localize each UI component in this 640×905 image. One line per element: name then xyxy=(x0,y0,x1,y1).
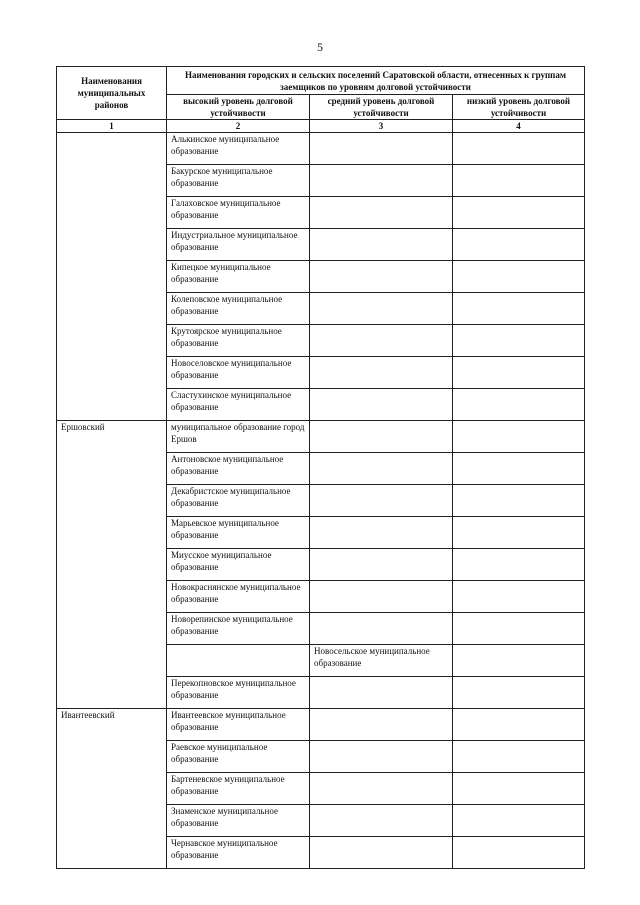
settlement-low-cell xyxy=(453,805,585,837)
settlement-low-cell xyxy=(453,421,585,453)
settlement-high-cell: Крутоярское муниципальное образование xyxy=(167,325,310,357)
settlement-low-cell xyxy=(453,261,585,293)
settlement-mid-cell xyxy=(310,517,453,549)
settlement-low-cell xyxy=(453,453,585,485)
settlement-mid-cell xyxy=(310,197,453,229)
settlement-low-cell xyxy=(453,677,585,709)
settlement-mid-cell xyxy=(310,357,453,389)
settlement-high-cell: Миусское муниципальное образование xyxy=(167,549,310,581)
district-name: Ивантеевский xyxy=(57,709,167,869)
settlement-high-cell: Бартеневское муниципальное образование xyxy=(167,773,310,805)
settlement-low-cell xyxy=(453,229,585,261)
settlement-high-cell: муниципальное образование город Ершов xyxy=(167,421,310,453)
settlement-high-cell: Индустриальное муниципальное образование xyxy=(167,229,310,261)
table-row xyxy=(57,421,585,453)
settlement-mid-cell xyxy=(310,261,453,293)
settlement-mid-cell xyxy=(310,581,453,613)
settlement-mid-cell xyxy=(310,453,453,485)
settlement-high-cell: Декабристское муниципальное образование xyxy=(167,485,310,517)
settlement-low-cell xyxy=(453,709,585,741)
settlement-high-cell: Знаменское муниципальное образование xyxy=(167,805,310,837)
settlement-high-cell: Новокраснянское муниципальное образование xyxy=(167,581,310,613)
settlement-mid-cell xyxy=(310,133,453,165)
settlement-low-cell xyxy=(453,197,585,229)
settlement-high-cell: Галаховское муниципальное образование xyxy=(167,197,310,229)
settlement-low-cell xyxy=(453,773,585,805)
settlement-high-cell: Сластухинское муниципальное образование xyxy=(167,389,310,421)
settlement-high-cell xyxy=(167,645,310,677)
settlement-high-cell: Марьевское муниципальное образование xyxy=(167,517,310,549)
settlement-high-cell: Ивантеевское муниципальное образование xyxy=(167,709,310,741)
header-low-level: низкий уровень долговой устойчивости xyxy=(453,95,585,120)
settlement-high-cell: Кипецкое муниципальное образование xyxy=(167,261,310,293)
settlement-low-cell xyxy=(453,165,585,197)
settlement-mid-cell: Новосельское муниципальное образование xyxy=(310,645,453,677)
settlement-high-cell: Колеповское муниципальное образование xyxy=(167,293,310,325)
settlement-low-cell xyxy=(453,293,585,325)
settlement-low-cell xyxy=(453,325,585,357)
settlement-mid-cell xyxy=(310,709,453,741)
settlement-high-cell: Алькинское муниципальное образование xyxy=(167,133,310,165)
settlement-low-cell xyxy=(453,741,585,773)
district-name: Ершовский xyxy=(57,421,167,709)
header-high-level: высокий уровень долговой устойчивости xyxy=(167,95,310,120)
column-number: 1 xyxy=(57,120,167,133)
settlement-mid-cell xyxy=(310,773,453,805)
header-mid-level: средний уровень долговой устойчивости xyxy=(310,95,453,120)
settlement-mid-cell xyxy=(310,613,453,645)
settlement-low-cell xyxy=(453,133,585,165)
column-number: 2 xyxy=(167,120,310,133)
settlement-mid-cell xyxy=(310,389,453,421)
settlement-mid-cell xyxy=(310,325,453,357)
settlement-mid-cell xyxy=(310,165,453,197)
settlement-low-cell xyxy=(453,357,585,389)
settlement-mid-cell xyxy=(310,485,453,517)
table-row xyxy=(57,709,585,741)
settlement-low-cell xyxy=(453,485,585,517)
settlement-high-cell: Новорепинское муниципальное образование xyxy=(167,613,310,645)
table-row xyxy=(57,133,585,165)
column-number: 3 xyxy=(310,120,453,133)
debt-sustainability-table xyxy=(56,66,585,869)
settlement-low-cell xyxy=(453,517,585,549)
header-settlements: Наименования городских и сельских поселений Саратовской области, отнесенных к группам заемщиков по уровням долговой устойчивости xyxy=(167,67,585,95)
settlement-low-cell xyxy=(453,837,585,869)
settlement-high-cell: Новоселовское муниципальное образование xyxy=(167,357,310,389)
settlement-high-cell: Бакурское муниципальное образование xyxy=(167,165,310,197)
settlement-mid-cell xyxy=(310,741,453,773)
settlement-mid-cell xyxy=(310,549,453,581)
settlement-high-cell: Антоновское муниципальное образование xyxy=(167,453,310,485)
settlement-low-cell xyxy=(453,581,585,613)
settlement-high-cell: Раевское муниципальное образование xyxy=(167,741,310,773)
settlement-high-cell: Перекопновское муниципальное образование xyxy=(167,677,310,709)
settlement-mid-cell xyxy=(310,421,453,453)
settlement-high-cell: Чернавское муниципальное образование xyxy=(167,837,310,869)
settlement-low-cell xyxy=(453,645,585,677)
header-districts: Наименования муниципальных районов xyxy=(57,67,167,120)
settlement-low-cell xyxy=(453,389,585,421)
settlement-mid-cell xyxy=(310,229,453,261)
settlement-mid-cell xyxy=(310,293,453,325)
settlement-mid-cell xyxy=(310,677,453,709)
settlement-low-cell xyxy=(453,549,585,581)
page-number: 5 xyxy=(317,40,323,54)
column-number: 4 xyxy=(453,120,585,133)
district-name xyxy=(57,133,167,421)
settlement-mid-cell xyxy=(310,837,453,869)
settlement-low-cell xyxy=(453,613,585,645)
column-numbers-row xyxy=(57,120,585,133)
settlement-mid-cell xyxy=(310,805,453,837)
